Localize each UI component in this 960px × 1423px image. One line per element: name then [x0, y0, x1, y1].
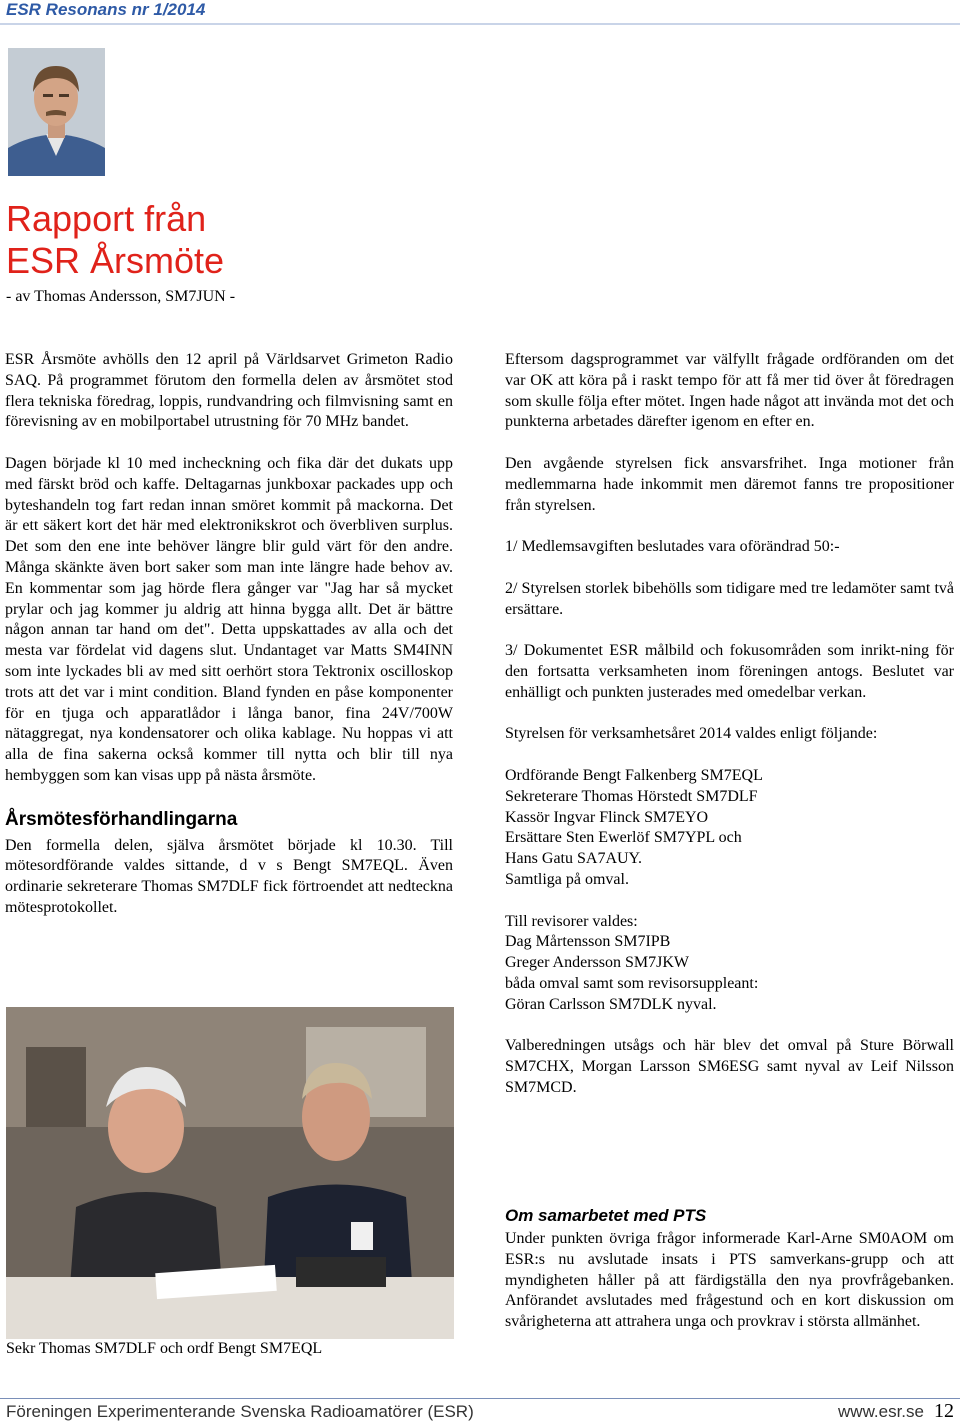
meeting-photo: [6, 1007, 454, 1339]
footer-divider: [0, 1398, 960, 1399]
list-item: båda omval samt som revisorsuppleant:: [505, 974, 759, 992]
magazine-header: ESR Resonans nr 1/2014: [6, 0, 206, 19]
header-divider: [0, 23, 960, 25]
footer-website[interactable]: www.esr.se: [838, 1402, 924, 1421]
page-number: 12: [934, 1400, 954, 1422]
paragraph: Under punkten övriga frågor informerade Karl-Arne SM0AOM om ESR:s nu avslutade insats i PTS samverkans-grupp och att myndigheten håller på att färdigställa den nya provfrågebanken. Anförandet avslutades med frågestund och en kort diskussion om svårigheterna att attrahera unga och provkrav i största allmänhet.: [505, 1230, 954, 1331]
proposition-1: 1/ Medlemsavgiften beslutades vara oförändrad 50:-: [505, 538, 840, 556]
article-title: [6, 198, 466, 282]
proposition-3: 3/ Dokumentet ESR målbild och fokusområden som inrikt-ning för den fortsatta verksamheten inom föreningen antogs. Beslutet var enhälligt och punkten justerades med omedelbar verkan.: [505, 642, 954, 701]
article-byline: - av Thomas Andersson, SM7JUN -: [6, 288, 236, 305]
list-item: Göran Carlsson SM7DLK nyval.: [505, 995, 717, 1013]
right-column: [505, 350, 954, 1119]
list-item: Ersättare Sten Ewerlöf SM7YPL och: [505, 829, 742, 847]
list-item: Till revisorer valdes:: [505, 912, 638, 930]
author-portrait: [8, 48, 105, 176]
footer-organization: Föreningen Experimenterande Svenska Radioamatörer (ESR): [6, 1402, 474, 1421]
pts-heading: Om samarbetet med PTS: [505, 1206, 707, 1225]
article-title-line-1: Rapport från: [6, 198, 207, 239]
list-item: Dag Mårtensson SM7IPB: [505, 933, 671, 951]
paragraph: Den avgående styrelsen fick ansvarsfrihet. Inga motioner från medlemmarna hade inkommit men däremot fanns tre propositioner från styrelsen.: [505, 454, 954, 514]
paragraph: Valberedningen utsågs och här blev det omval på Sture Börwall SM7CHX, Morgan Larsson SM6ESG samt nyval av Leif Nilsson SM7MCD.: [505, 1037, 954, 1096]
paragraph: Dagen började kl 10 med incheckning och fika där det dukats upp med färskt bröd och kaffe. Deltagarnas junkboxar packades upp och byteshandeln tog fart redan innan smöret kommit på mackorna. Det är ett säkert kort det här med elektronikskrot och överbliven surplus. Det som den ene inte behöver längre blir guld värt för den andre. Många skänkte även bort saker som man inte längre hade behov av. En kommentar som jag hörde flera gånger var "Jag har så mycket prylar och jag kommer ju aldrig att hinna bygga allt. Det är bättre någon annan tar hand om det". Detta uppskattades av alla och det mesta var fördelat vid dagens slut. Undantaget var Matts SM4INN som inte lyckades bli av med sitt oerhört stora Tektronix oscilloskop trots att det var i mint condition. Bland fynden en påse komponenter för en tjuga och apparatlådor i långa banor, fina 24V/700W nätaggregat, nya kondensatorer och olika kablage. Nu hoppas vi att alla de fina sakerna också kommer till nytta och blir till nya hembyggen som kan visas upp på nästa årsmöte.: [5, 454, 453, 784]
list-item: Samtliga på omval.: [505, 870, 629, 888]
photo-caption: Sekr Thomas SM7DLF och ordf Bengt SM7EQL: [6, 1340, 323, 1357]
proposition-2: 2/ Styrelsen storlek bibehölls som tidigare med tre ledamöter samt två ersättare.: [505, 579, 954, 618]
board-list: [505, 766, 954, 891]
paragraph: Den formella delen, själva årsmötet började kl 10.30. Till mötesordförande valdes sittande, d v s Bengt SM7EQL. Även ordinarie sekreterare Thomas SM7DLF fick förtroendet att nedteckna mötesprotokollet.: [5, 836, 453, 916]
list-item: Ordförande Bengt Falkenberg SM7EQL: [505, 766, 763, 784]
pts-section: [505, 1205, 954, 1333]
article-title-line-2: ESR Årsmöte: [6, 240, 225, 281]
paragraph: ESR Årsmöte avhölls den 12 april på Världsarvet Grimeton Radio SAQ. På programmet förutom den formella delen av årsmötet stod flera tekniska föredrag, loppis, rundvandring och filmvisning samt en förevisning av en mobilportabel utrustning för 70 MHz bandet.: [5, 351, 453, 431]
paragraph: Styrelsen för verksamhetsåret 2014 valdes enligt följande:: [505, 725, 878, 743]
section-heading: Årsmötesförhandlingarna: [5, 808, 238, 830]
list-item: Greger Andersson SM7JKW: [505, 954, 689, 972]
auditors-list: [505, 912, 954, 1016]
list-item: Hans Gatu SA7AUY.: [505, 850, 643, 868]
left-column: [5, 350, 453, 940]
paragraph: Eftersom dagsprogrammet var välfyllt frågade ordföranden om det var OK att köra på i raskt tempo för att få mer tid över åt föredragen som skulle följa efter mötet. Ingen hade något att invända mot det och punkterna arbetades därefter igenom en efter en.: [505, 351, 954, 431]
list-item: Sekreterare Thomas Hörstedt SM7DLF: [505, 787, 758, 805]
list-item: Kassör Ingvar Flinck SM7EYO: [505, 808, 709, 826]
